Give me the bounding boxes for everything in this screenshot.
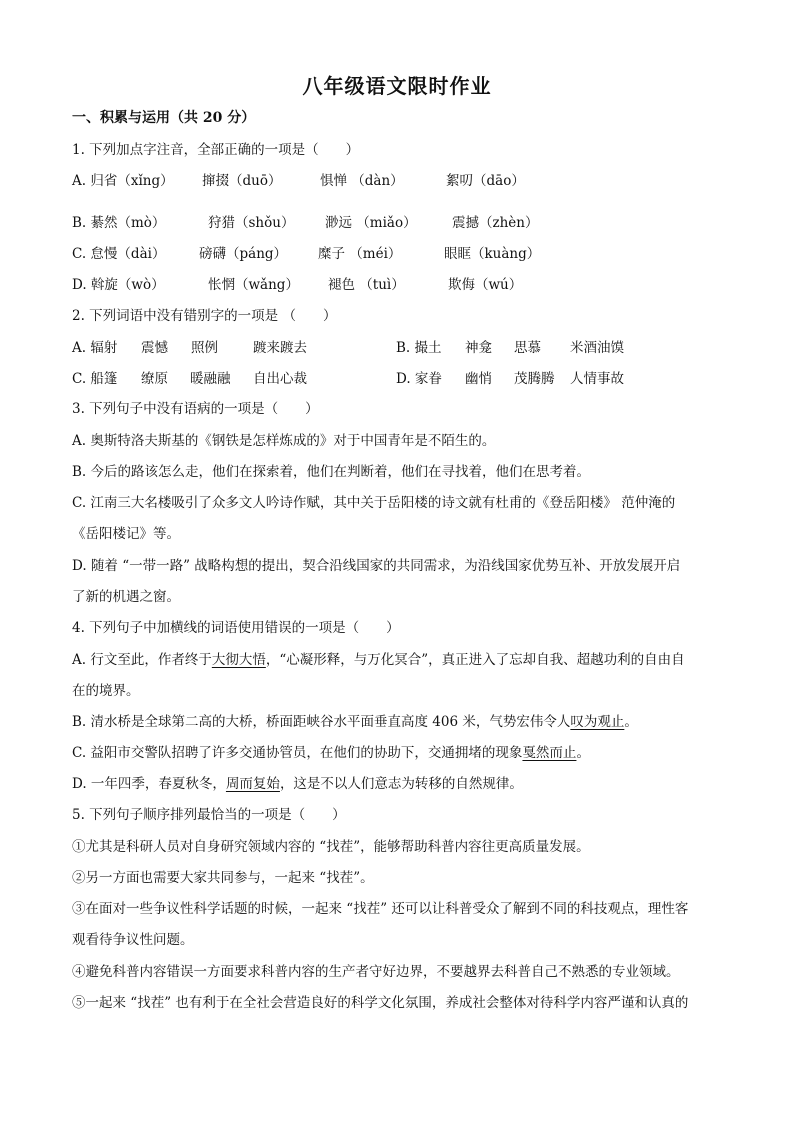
q2-option-a-2: 震憾 [141,340,168,356]
q1-option-a-1: A. 归省（xǐng） [72,173,174,189]
q3-option-c: C. 江南三大名楼吸引了众多文人吟诗作赋，其中关于岳阳楼的诗文就有杜甫的《登岳阳楼》 范仲淹的 [72,495,676,511]
q5-sentence-5: ⑤一起来 “找茬” 也有利于在全社会营造良好的科学文化氛围，养成社会整体对待科学内容严谨和认真的 [72,995,689,1011]
q4-d-text-end: ，这是不以人们意志为转移的自然规律。 [279,776,523,792]
q2-option-b-3: 思慕 [514,340,541,356]
q1-option-d-2: 怅惘（wǎng） [208,277,299,293]
q2-option-d-3: 茂腾腾 [514,371,555,387]
q1-option-a-4: 絮叨（dāo） [446,173,525,189]
q4-c-text: C. 益阳市交警队招聘了许多交通协管员，在他们的协助下，交通拥堵的现象 [72,745,523,761]
q2-option-b-2: 神龛 [465,340,492,356]
q1-option-c-1: C. 怠慢（dài） [72,246,166,262]
q1-option-b-3: 渺远 （miǎo） [325,215,417,231]
q1-option-a-3: 惧惮 （dàn） [320,173,404,189]
q4-option-c [72,743,590,763]
q5-sentence-2: ②另一方面也需要大家共同参与，一起来 “找茬”。 [72,870,374,886]
q4-d-text: D. 一年四季，春夏秋冬， [72,776,226,792]
q4-option-a [72,650,685,670]
q5-sentence-3: ③在面对一些争议性科学话题的时候，一起来 “找茬” 还可以让科普受众了解到不同的科技观点，理性客 [72,901,689,917]
q5-sentence-4: ④避免科普内容错误一方面要求科普内容的生产者守好边界，不要越界去科普自己不熟悉的专业领域。 [72,964,680,980]
q1-option-d-4: 欺侮（wú） [448,277,523,293]
section-heading: 一、积累与运用（共 20 分） [72,110,256,126]
q4-b-text: B. 清水桥是全球第二高的大桥，桥面距峡谷水平面垂直高度 406 米，气势宏伟令人 [72,714,571,730]
q2-option-d-2: 幽悄 [465,371,492,387]
q3-option-c-cont: 《岳阳楼记》等。 [72,526,180,542]
q2-option-a-3: 照例 [191,340,218,356]
q4-a-text-end: ，“心凝形释，与万化冥合”，真正进入了忘却自我、超越功利的自由自 [265,652,685,668]
page-title: 八年级语文限时作业 [302,74,492,98]
q4-option-a-cont: 在的境界。 [72,683,140,699]
q4-b-text-end: 。 [624,714,638,730]
q1-option-b-2: 狩猎（shǒu） [208,215,295,231]
q5-sentence-1: ①尤其是科研人员对自身研究领域内容的 “找茬”，能够帮助科普内容往更高质量发展。 [72,839,590,855]
q2-option-b-1: B. 撮土 [396,340,442,356]
q4-a-underlined: 大彻大悟 [211,652,266,668]
q2-option-c-4: 自出心裁 [253,371,307,387]
q1-option-a-2: 撺掇（duō） [202,173,282,189]
q4-option-b [72,712,638,732]
question-2-stem: 2. 下列词语中没有错别字的一项是 （ ） [72,308,337,324]
q2-option-c-3: 暖融融 [190,371,231,387]
q4-d-underlined: 周而复始 [225,776,280,792]
q2-option-d-1: D. 家眷 [396,371,442,387]
q2-option-d-4: 人情事故 [570,371,624,387]
question-4-stem: 4. 下列句子中加横线的词语使用错误的一项是（ ） [72,620,400,636]
q2-option-c-2: 缭原 [141,371,168,387]
q5-sentence-3-cont: 观看待争议性问题。 [72,932,194,948]
q1-option-d-3: 褪色 （tuì） [328,277,405,293]
q4-b-underlined: 叹为观止 [570,714,625,730]
q1-option-c-2: 磅礴（páng） [199,246,288,262]
q2-option-c-1: C. 船篷 [72,371,118,387]
q4-c-underlined: 戛然而止 [522,745,577,761]
q1-option-d-1: D. 斡旋（wò） [72,277,165,293]
q2-option-b-4: 米酒油馍 [570,340,624,356]
q4-a-text: A. 行文至此，作者终于 [72,652,212,668]
q1-option-b-1: B. 綦然（mò） [72,215,166,231]
question-5-stem: 5. 下列句子顺序排列最恰当的一项是（ ） [72,807,346,823]
q3-option-d-cont: 了新的机遇之窗。 [72,589,180,605]
q3-option-d: D. 随着 “一带一路” 战略构想的提出，契合沿线国家的共同需求，为沿线国家优势互补、开放发展开启 [72,558,681,574]
q1-option-c-3: 糜子 （méi） [318,246,402,262]
q2-option-a-1: A. 辐射 [72,340,118,356]
question-3-stem: 3. 下列句子中没有语病的一项是（ ） [72,401,319,417]
q4-option-d [72,774,523,794]
q3-option-b: B. 今后的路该怎么走，他们在探索着，他们在判断着，他们在寻找着，他们在思考着。 [72,464,591,480]
q1-option-b-4: 震撼（zhèn） [452,215,539,231]
q3-option-a: A. 奥斯特洛夫斯基的《钢铁是怎样炼成的》对于中国青年是不陌生的。 [72,433,496,449]
q1-option-c-4: 眼眶（kuàng） [444,246,541,262]
q2-option-a-4: 踱来踱去 [253,340,307,356]
question-1-stem: 1. 下列加点字注音，全部正确的一项是（ ） [72,142,360,158]
q4-c-text-end: 。 [576,745,590,761]
